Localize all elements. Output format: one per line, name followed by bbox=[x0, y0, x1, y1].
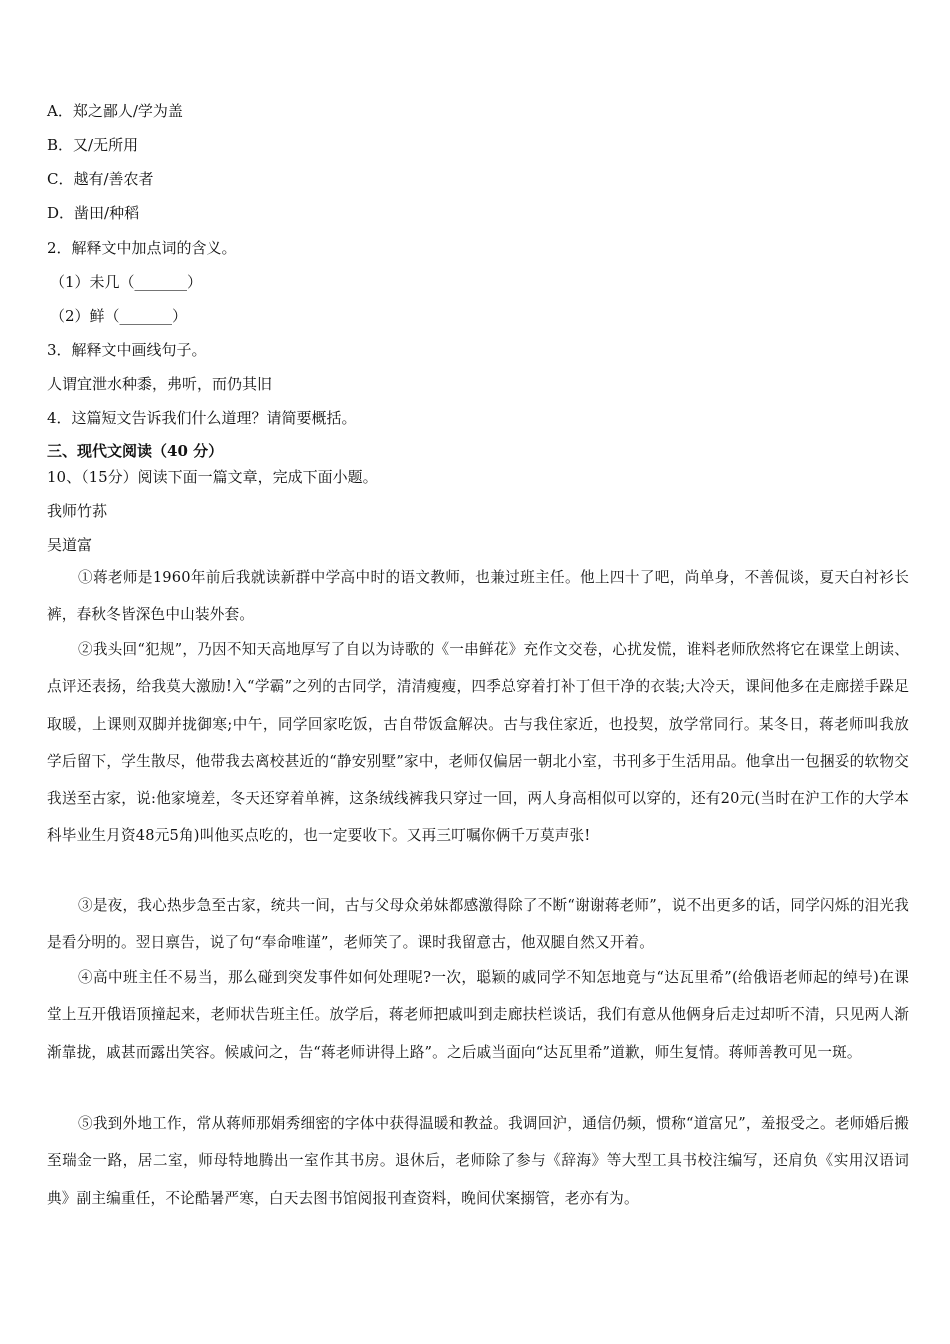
article-paragraph-5: ⑤我到外地工作，常从蒋师那娟秀细密的字体中获得温暖和教益。我调回沪，通信仍频，惯称“道富兄”，羞报受之。老师婚后搬至瑞金一路，居二室，师母特地腾出一室作其书房。退休后，老师除了参与《辞海》等大型工具书校注编写，还肩负《实用汉语词典》副主编重任，不论酷暑严寒，白天去图书馆阅报刊查资料，晚间伏案搦管，老亦有为。 bbox=[47, 1115, 909, 1207]
question-3-sentence: 人谓宜泄水种黍，弗听，而仍其旧 bbox=[47, 375, 273, 393]
option-b: B．又/无所用 bbox=[47, 136, 139, 154]
option-d: D．凿田/种稻 bbox=[47, 204, 140, 222]
article-paragraph-2: ②我头回“犯规”，乃因不知天高地厚写了自以为诗歌的《一串鲜花》充作文交卷，心扰发慌，谁料老师欣然将它在课堂上朗读、点评还表扬，给我莫大激励!入“学霸”之列的古同学，清清瘦瘦，四季总穿着打补丁但干净的衣装;大冷天，课间他多在走廊搓手跺足取暖，上课则双脚并拢御寒;中午，同学回家吃饭，古自带饭盒解决。古与我住家近，也投契，放学常同行。某冬日，蒋老师叫我放学后留下，学生散尽，他带我去离校甚近的“静安别墅”家中，老师仅偏居一朝北小室，书刊多于生活用品。他拿出一包捆妥的软物交我送至古家，说:他家境差，冬天还穿着单裤，这条绒线裤我只穿过一回，两人身高相似可以穿的，还有20元(当时在沪工作的大学本科毕业生月资48元5角)叫他买点吃的，也一定要收下。又再三叮嘱你俩千万莫声张! bbox=[47, 641, 909, 845]
article-author: 吴道富 bbox=[47, 536, 93, 554]
question-4-prompt: 4．这篇短文告诉我们什么道理？请简要概括。 bbox=[47, 409, 357, 427]
article-paragraph-4: ④高中班主任不易当，那么碰到突发事件如何处理呢?一次，聪颖的戚同学不知怎地竟与“达瓦里希”(给俄语老师起的绰号)在课堂上互开俄语顶撞起来，老师状告班主任。放学后，蒋老师把戚叫到走廊扶栏谈话，我们有意从他俩身后走过却听不清，只见两人渐渐靠拢，戚甚而露出笑容。候戚问之，告“蒋老师讲得上路”。之后戚当面向“达瓦里希”道歉，师生复情。蒋师善教可见一斑。 bbox=[47, 969, 909, 1061]
article-paragraph-1: ①蒋老师是1960年前后我就读新群中学高中时的语文教师，也兼过班主任。他上四十了吧，尚单身，不善侃谈，夏天白衬衫长裤，春秋冬皆深色中山装外套。 bbox=[47, 569, 909, 624]
article-paragraph-3: ③是夜，我心热步急至古家，统共一间，古与父母众弟妹都感激得除了不断“谢谢蒋老师”，说不出更多的话，同学闪烁的泪光我是看分明的。翌日禀告，说了句“奉命唯谨”，老师笑了。课时我留意古，他双腿自然又开着。 bbox=[47, 897, 909, 952]
question-2-prompt: 2．解释文中加点词的含义。 bbox=[47, 239, 237, 257]
option-a: A．郑之鄙人/学为盖 bbox=[47, 102, 183, 120]
option-c: C．越有/善农者 bbox=[47, 170, 154, 188]
question-2-item-1: （1）未几（_______） bbox=[50, 273, 203, 291]
section-title: 三、现代文阅读（40 分） bbox=[47, 442, 224, 460]
question-3-prompt: 3．解释文中画线句子。 bbox=[47, 341, 207, 359]
question-2-item-2: （2）鲜（_______） bbox=[50, 307, 188, 325]
question-10-prompt: 10、（15分）阅读下面一篇文章，完成下面小题。 bbox=[47, 468, 378, 486]
article-title: 我师竹荪 bbox=[47, 502, 108, 520]
